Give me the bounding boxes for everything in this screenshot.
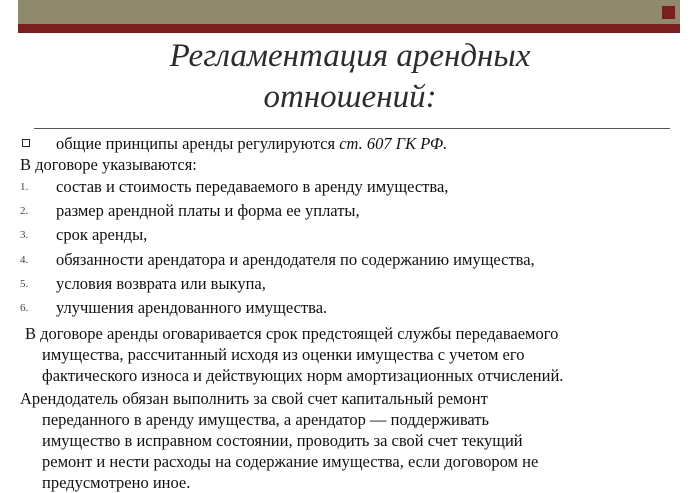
list-number: 1. bbox=[20, 181, 29, 193]
list-item-text: улучшения арендованного имущества. bbox=[56, 297, 328, 317]
title-divider bbox=[34, 128, 670, 129]
header-square-icon bbox=[662, 6, 675, 19]
slide-title-line-1: Регламентация арендных bbox=[169, 38, 531, 74]
list-number: 5. bbox=[20, 277, 29, 290]
intro-text: общие принципы аренды регулируются bbox=[56, 134, 336, 153]
paragraph-service-term bbox=[20, 323, 680, 386]
slide-title bbox=[0, 36, 700, 118]
paragraph-repairs bbox=[20, 388, 680, 493]
list-number: 6. bbox=[20, 301, 29, 314]
list-item-text: условия возврата или выкупа, bbox=[56, 273, 266, 293]
paragraph-line: ремонт и нести расходы на содержание имущества, если договором не bbox=[42, 452, 539, 472]
square-bullet-icon bbox=[22, 139, 30, 147]
paragraph-line: предусмотрено иное. bbox=[42, 473, 191, 493]
list-item-text: размер арендной платы и форма ее уплаты, bbox=[56, 201, 360, 221]
numbered-list bbox=[20, 175, 680, 320]
paragraph-line: имущество в исправном состоянии, проводить за свой счет текущий bbox=[42, 431, 523, 451]
list-number: 2. bbox=[20, 205, 29, 218]
list-item bbox=[20, 199, 680, 223]
header-bar bbox=[18, 0, 680, 24]
contract-heading: В договоре указываются: bbox=[20, 155, 197, 174]
paragraph-line: имущества, рассчитанный исходя из оценки имущества с учетом его bbox=[42, 345, 525, 365]
list-item bbox=[20, 223, 680, 247]
header-strip bbox=[18, 24, 680, 33]
list-number: 4. bbox=[20, 253, 29, 266]
list-item-text: состав и стоимость передаваемого в аренду имущества, bbox=[56, 177, 449, 196]
slide-content bbox=[20, 133, 680, 493]
list-number: 3. bbox=[20, 229, 29, 242]
paragraph-line: В договоре аренды оговаривается срок предстоящей службы передаваемого bbox=[25, 324, 559, 344]
paragraph-line: Арендодатель обязан выполнить за свой счет капитальный ремонт bbox=[20, 389, 488, 409]
intro-reference: ст. 607 ГК РФ. bbox=[339, 134, 448, 153]
list-item-text: обязанности арендатора и арендодателя по содержанию имущества, bbox=[56, 249, 535, 269]
list-item bbox=[20, 248, 680, 272]
list-item bbox=[20, 272, 680, 296]
list-item-text: срок аренды, bbox=[56, 225, 148, 245]
slide-title-line-2: отношений: bbox=[263, 79, 437, 115]
paragraph-line: переданного в аренду имущества, а арендатор — поддерживать bbox=[42, 410, 490, 430]
list-item bbox=[20, 175, 680, 199]
paragraph-line: фактического износа и действующих норм амортизационных отчислений. bbox=[42, 366, 564, 386]
intro-bullet bbox=[20, 133, 680, 154]
list-item bbox=[20, 296, 680, 320]
